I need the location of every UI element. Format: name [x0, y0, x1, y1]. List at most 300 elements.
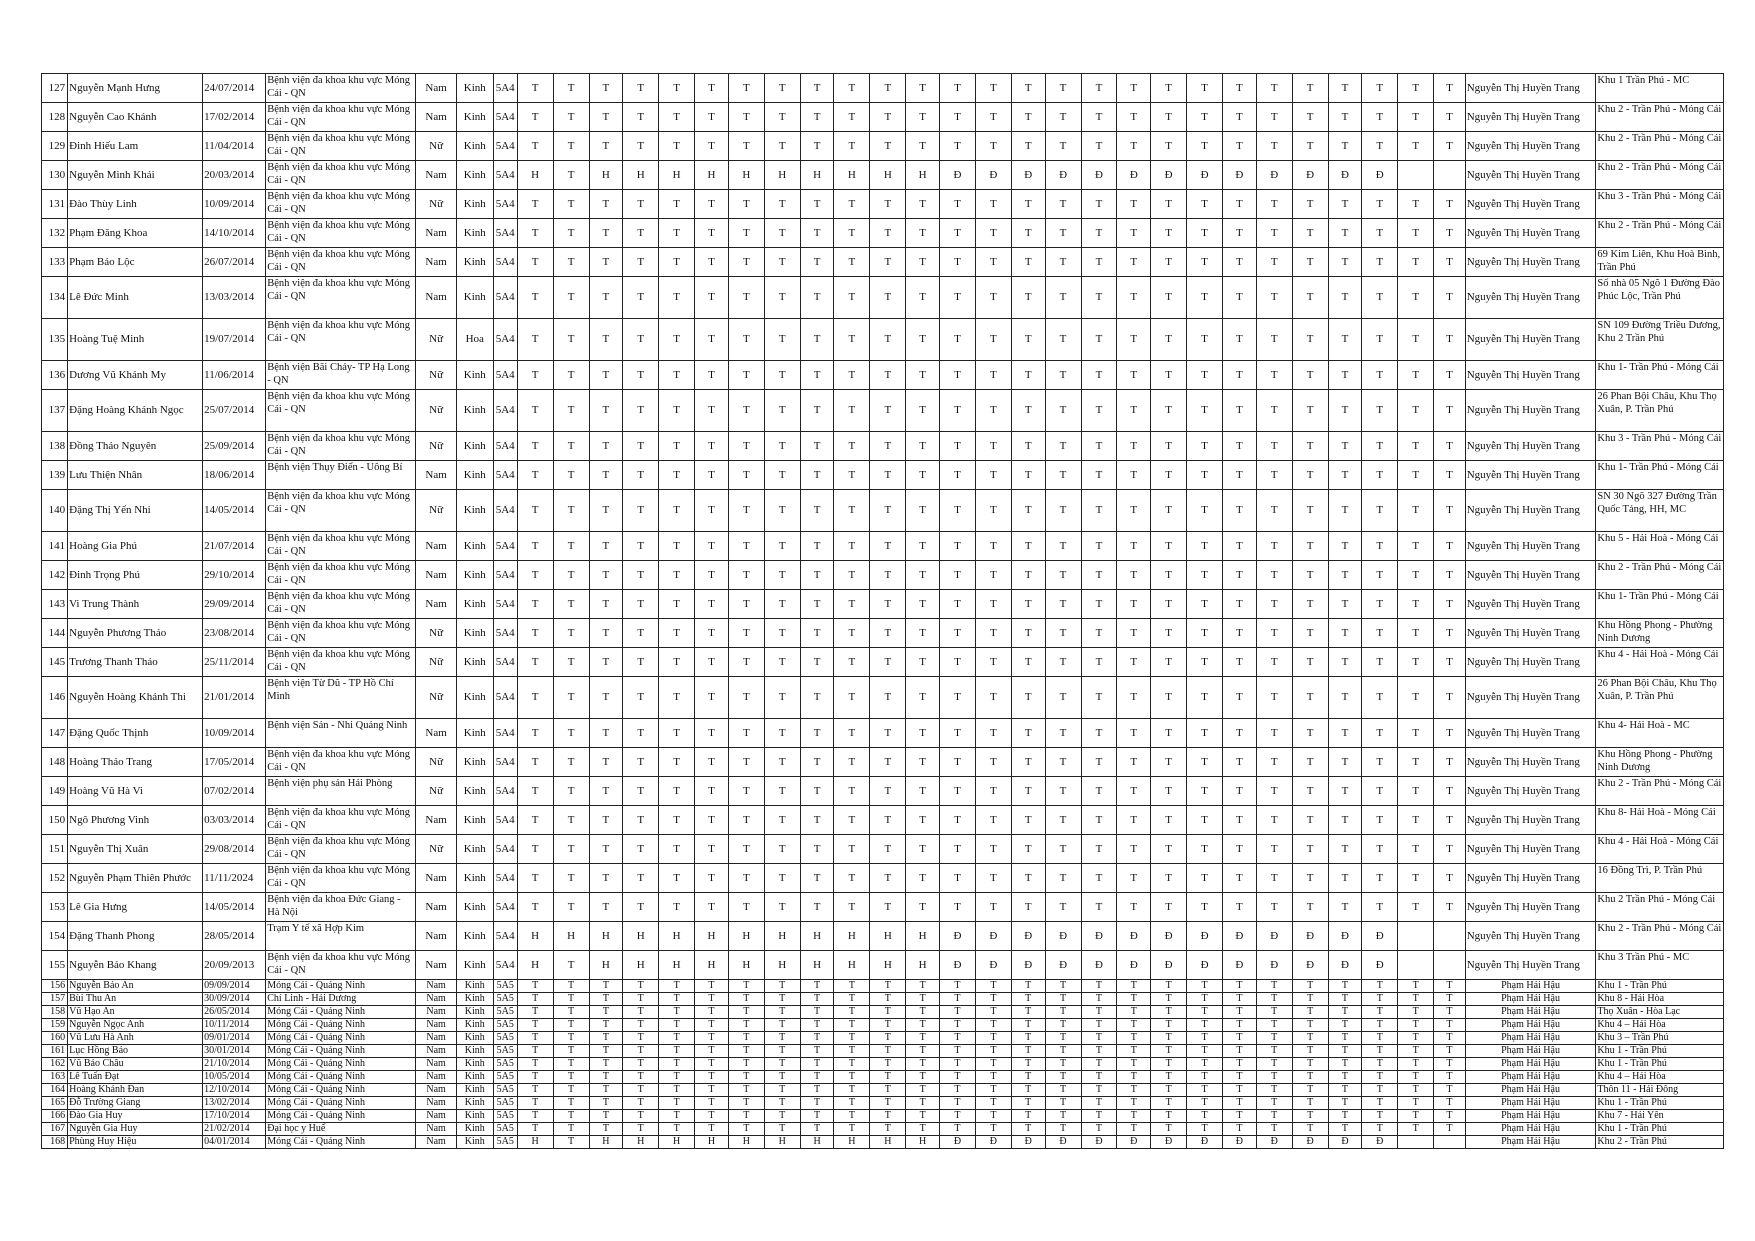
attendance-mark: T — [623, 806, 659, 835]
attendance-mark: T — [1117, 1097, 1151, 1110]
attendance-mark: T — [834, 361, 870, 390]
student-number: 142 — [42, 561, 68, 590]
attendance-mark: T — [1187, 619, 1223, 648]
ethnicity: Kinh — [456, 1110, 493, 1123]
class-name: 5A5 — [493, 1045, 517, 1058]
attendance-mark: T — [659, 980, 695, 993]
attendance-mark: H — [623, 922, 659, 951]
attendance-mark: T — [1045, 432, 1081, 461]
attendance-mark: H — [623, 951, 659, 980]
attendance-mark: T — [870, 277, 906, 319]
attendance-mark: Đ — [1081, 161, 1117, 190]
attendance-mark: T — [728, 361, 764, 390]
attendance-mark: T — [906, 719, 940, 748]
attendance-mark: T — [1256, 748, 1292, 777]
table-row — [42, 74, 1724, 103]
student-name: Bùi Thu An — [68, 993, 203, 1006]
class-name: 5A5 — [493, 1058, 517, 1071]
birth-date: 20/03/2014 — [203, 161, 266, 190]
attendance-mark: T — [1328, 190, 1362, 219]
birth-date: 11/06/2014 — [203, 361, 266, 390]
attendance-mark: T — [800, 806, 834, 835]
attendance-mark: T — [764, 103, 800, 132]
attendance-mark: T — [1223, 277, 1257, 319]
attendance-mark: T — [1045, 648, 1081, 677]
attendance-mark: T — [1434, 719, 1466, 748]
attendance-mark: T — [1081, 219, 1117, 248]
attendance-mark: T — [1151, 319, 1187, 361]
home-address: Khu 2 - Trần Phú - Móng Cái — [1596, 161, 1724, 190]
attendance-mark: T — [940, 806, 976, 835]
attendance-mark: T — [1256, 619, 1292, 648]
gender: Nam — [416, 1097, 456, 1110]
attendance-mark: T — [1398, 361, 1434, 390]
attendance-mark: T — [1398, 719, 1434, 748]
birth-date: 17/02/2014 — [203, 103, 266, 132]
attendance-mark: T — [1398, 993, 1434, 1006]
attendance-mark: T — [589, 1097, 623, 1110]
attendance-mark: T — [870, 361, 906, 390]
attendance-mark: T — [728, 1084, 764, 1097]
attendance-mark: T — [1081, 561, 1117, 590]
attendance-mark: T — [870, 777, 906, 806]
attendance-mark: T — [553, 1032, 589, 1045]
ethnicity: Kinh — [456, 777, 493, 806]
attendance-mark: T — [1434, 490, 1466, 532]
attendance-mark: T — [553, 103, 589, 132]
attendance-mark: T — [870, 561, 906, 590]
attendance-mark: T — [940, 1019, 976, 1032]
student-number: 143 — [42, 590, 68, 619]
attendance-mark: T — [1398, 1110, 1434, 1123]
attendance-mark: T — [553, 532, 589, 561]
attendance-mark: T — [1117, 1084, 1151, 1097]
attendance-mark: T — [800, 319, 834, 361]
attendance-mark: T — [659, 248, 695, 277]
attendance-mark: T — [659, 103, 695, 132]
homeroom-teacher: Nguyễn Thị Huyền Trang — [1465, 103, 1596, 132]
attendance-mark: T — [800, 1123, 834, 1136]
attendance-mark: T — [728, 590, 764, 619]
table-row — [42, 161, 1724, 190]
home-address: Thôn 11 - Hải Đông — [1596, 1084, 1724, 1097]
attendance-mark: T — [940, 1071, 976, 1084]
attendance-mark: T — [659, 461, 695, 490]
attendance-mark: T — [834, 1019, 870, 1032]
attendance-mark: T — [1434, 1058, 1466, 1071]
class-name: 5A4 — [493, 748, 517, 777]
attendance-mark: T — [1151, 864, 1187, 893]
birth-date: 26/05/2014 — [203, 1006, 266, 1019]
attendance-mark: T — [1292, 490, 1328, 532]
class-name: 5A4 — [493, 806, 517, 835]
student-number: 164 — [42, 1084, 68, 1097]
attendance-mark: T — [1328, 390, 1362, 432]
attendance-mark: T — [1187, 677, 1223, 719]
attendance-mark: T — [1187, 190, 1223, 219]
attendance-mark: T — [1187, 719, 1223, 748]
attendance-mark: T — [1187, 561, 1223, 590]
attendance-mark: T — [940, 319, 976, 361]
attendance-mark: T — [940, 993, 976, 1006]
attendance-mark: T — [1434, 806, 1466, 835]
student-number: 153 — [42, 893, 68, 922]
attendance-mark: T — [800, 390, 834, 432]
attendance-mark: T — [1434, 1097, 1466, 1110]
attendance-mark: T — [975, 590, 1011, 619]
birth-place: Bệnh viện đa khoa khu vực Móng Cái - QN — [266, 103, 416, 132]
class-name: 5A4 — [493, 864, 517, 893]
attendance-mark: T — [1081, 532, 1117, 561]
attendance-mark: Đ — [1292, 161, 1328, 190]
attendance-mark: T — [975, 1045, 1011, 1058]
attendance-mark: Đ — [1223, 1136, 1257, 1149]
attendance-mark: Đ — [1081, 922, 1117, 951]
attendance-mark: T — [834, 590, 870, 619]
attendance-mark: T — [1117, 980, 1151, 993]
attendance-mark: T — [1011, 103, 1045, 132]
student-name: Nguyễn Gia Huy — [68, 1123, 203, 1136]
homeroom-teacher: Nguyễn Thị Huyền Trang — [1465, 74, 1596, 103]
attendance-mark: T — [1117, 103, 1151, 132]
attendance-mark: T — [589, 1110, 623, 1123]
attendance-mark: T — [975, 319, 1011, 361]
attendance-mark: T — [695, 319, 729, 361]
attendance-mark: T — [1045, 893, 1081, 922]
home-address: Khu 2 - Trần Phú - Móng Cái — [1596, 777, 1724, 806]
student-number: 139 — [42, 461, 68, 490]
attendance-mark: T — [975, 777, 1011, 806]
ethnicity: Kinh — [456, 719, 493, 748]
attendance-mark: T — [659, 806, 695, 835]
gender: Nam — [416, 248, 456, 277]
attendance-mark: T — [1256, 390, 1292, 432]
homeroom-teacher: Nguyễn Thị Huyền Trang — [1465, 319, 1596, 361]
birth-place: Móng Cái - Quảng Ninh — [266, 1019, 416, 1032]
attendance-mark: T — [1117, 561, 1151, 590]
attendance-mark: T — [623, 277, 659, 319]
gender: Nam — [416, 893, 456, 922]
attendance-mark: T — [764, 719, 800, 748]
attendance-mark: T — [940, 561, 976, 590]
attendance-mark: T — [589, 490, 623, 532]
attendance-mark: T — [589, 806, 623, 835]
attendance-mark: T — [1045, 190, 1081, 219]
attendance-mark: T — [906, 806, 940, 835]
attendance-mark: T — [800, 980, 834, 993]
birth-date: 25/11/2014 — [203, 648, 266, 677]
attendance-mark: T — [623, 1058, 659, 1071]
attendance-mark: T — [517, 1097, 553, 1110]
attendance-mark: T — [517, 864, 553, 893]
attendance-mark — [1434, 951, 1466, 980]
table-row — [42, 922, 1724, 951]
gender: Nữ — [416, 361, 456, 390]
home-address: Khu 2 - Trần Phú - Móng Cái — [1596, 103, 1724, 132]
attendance-mark: T — [1223, 532, 1257, 561]
attendance-mark: T — [1081, 1097, 1117, 1110]
attendance-mark: Đ — [1151, 161, 1187, 190]
attendance-mark: T — [1328, 74, 1362, 103]
attendance-mark: T — [975, 835, 1011, 864]
attendance-mark: T — [1292, 1071, 1328, 1084]
home-address: 69 Kim Liên, Khu Hoà Bình, Trần Phú — [1596, 248, 1724, 277]
attendance-mark: T — [589, 319, 623, 361]
attendance-mark: T — [659, 532, 695, 561]
attendance-mark: T — [1223, 1110, 1257, 1123]
gender: Nam — [416, 951, 456, 980]
ethnicity: Kinh — [456, 132, 493, 161]
attendance-mark: T — [728, 980, 764, 993]
gender: Nam — [416, 719, 456, 748]
attendance-mark: T — [728, 893, 764, 922]
attendance-mark: T — [589, 893, 623, 922]
attendance-mark: T — [553, 719, 589, 748]
attendance-mark: T — [589, 277, 623, 319]
table-row — [42, 248, 1724, 277]
attendance-mark: T — [659, 1032, 695, 1045]
birth-date: 21/01/2014 — [203, 677, 266, 719]
attendance-mark: T — [1362, 1123, 1398, 1136]
attendance-mark: T — [659, 1045, 695, 1058]
home-address: Khu 4 – Hải Hòa — [1596, 1019, 1724, 1032]
attendance-mark: Đ — [1187, 951, 1223, 980]
attendance-mark: T — [1223, 561, 1257, 590]
attendance-mark: T — [1045, 748, 1081, 777]
ethnicity: Kinh — [456, 490, 493, 532]
home-address: Số nhà 05 Ngõ 1 Đường Đào Phúc Lộc, Trần Phú — [1596, 277, 1724, 319]
attendance-mark: T — [659, 835, 695, 864]
attendance-mark: T — [870, 532, 906, 561]
attendance-mark: T — [1328, 1032, 1362, 1045]
attendance-mark: T — [553, 648, 589, 677]
attendance-mark: T — [800, 864, 834, 893]
attendance-mark: T — [800, 1097, 834, 1110]
attendance-mark: T — [1151, 980, 1187, 993]
attendance-mark: T — [1398, 1032, 1434, 1045]
student-number: 167 — [42, 1123, 68, 1136]
attendance-mark: T — [1081, 390, 1117, 432]
attendance-mark: T — [834, 1071, 870, 1084]
attendance-mark: T — [1362, 1110, 1398, 1123]
attendance-mark: T — [1011, 748, 1045, 777]
attendance-mark: T — [695, 1006, 729, 1019]
attendance-mark: T — [1362, 248, 1398, 277]
student-number: 155 — [42, 951, 68, 980]
attendance-mark: T — [659, 1110, 695, 1123]
gender: Nam — [416, 1071, 456, 1084]
attendance-mark: T — [1398, 319, 1434, 361]
attendance-mark: T — [1434, 74, 1466, 103]
attendance-mark — [1398, 161, 1434, 190]
attendance-mark: T — [1434, 748, 1466, 777]
homeroom-teacher: Nguyễn Thị Huyền Trang — [1465, 951, 1596, 980]
attendance-mark: T — [1328, 219, 1362, 248]
gender: Nam — [416, 103, 456, 132]
ethnicity: Kinh — [456, 677, 493, 719]
attendance-mark: T — [1151, 248, 1187, 277]
attendance-mark: Đ — [1151, 951, 1187, 980]
class-name: 5A4 — [493, 390, 517, 432]
gender: Nam — [416, 922, 456, 951]
attendance-mark: T — [553, 432, 589, 461]
attendance-mark: T — [764, 1071, 800, 1084]
attendance-mark: T — [659, 1071, 695, 1084]
birth-place: Bệnh viện phụ sản Hải Phòng — [266, 777, 416, 806]
attendance-mark: T — [623, 490, 659, 532]
attendance-mark: T — [1328, 719, 1362, 748]
attendance-mark: T — [1187, 432, 1223, 461]
attendance-mark: T — [1398, 835, 1434, 864]
birth-date: 30/01/2014 — [203, 1045, 266, 1058]
attendance-mark: T — [728, 806, 764, 835]
attendance-mark: Đ — [1117, 922, 1151, 951]
attendance-mark: T — [1117, 319, 1151, 361]
attendance-mark: T — [1256, 648, 1292, 677]
attendance-mark: T — [728, 490, 764, 532]
ethnicity: Kinh — [456, 532, 493, 561]
attendance-mark: T — [1256, 532, 1292, 561]
attendance-mark: T — [906, 677, 940, 719]
attendance-mark: T — [728, 835, 764, 864]
attendance-mark: T — [1151, 132, 1187, 161]
attendance-mark: T — [1328, 748, 1362, 777]
attendance-mark: T — [1256, 132, 1292, 161]
attendance-mark: T — [906, 490, 940, 532]
student-name: Lục Hồng Bảo — [68, 1045, 203, 1058]
gender: Nam — [416, 806, 456, 835]
attendance-mark: T — [940, 103, 976, 132]
attendance-mark: T — [764, 993, 800, 1006]
class-name: 5A5 — [493, 1097, 517, 1110]
birth-place: Móng Cái - Quảng Ninh — [266, 1058, 416, 1071]
student-number: 160 — [42, 1032, 68, 1045]
gender: Nữ — [416, 432, 456, 461]
attendance-mark: T — [1328, 1071, 1362, 1084]
attendance-mark: T — [1081, 980, 1117, 993]
attendance-mark: T — [1398, 1084, 1434, 1097]
attendance-mark: H — [764, 161, 800, 190]
attendance-mark: T — [517, 1123, 553, 1136]
attendance-mark: T — [1151, 361, 1187, 390]
attendance-mark: T — [695, 561, 729, 590]
ethnicity: Kinh — [456, 1045, 493, 1058]
attendance-mark: T — [1256, 1032, 1292, 1045]
attendance-mark: T — [1292, 1110, 1328, 1123]
attendance-mark: T — [1045, 619, 1081, 648]
attendance-mark: T — [553, 864, 589, 893]
birth-place: Bệnh viện đa khoa khu vực Móng Cái - QN — [266, 277, 416, 319]
attendance-mark: T — [695, 1110, 729, 1123]
homeroom-teacher: Nguyễn Thị Huyền Trang — [1465, 719, 1596, 748]
attendance-mark: T — [834, 719, 870, 748]
attendance-mark: T — [800, 648, 834, 677]
home-address: Thọ Xuân - Hòa Lạc — [1596, 1006, 1724, 1019]
attendance-mark: T — [1328, 835, 1362, 864]
attendance-mark: Đ — [1117, 951, 1151, 980]
attendance-mark: T — [1151, 835, 1187, 864]
attendance-mark: Đ — [1362, 951, 1398, 980]
attendance-mark: T — [1011, 561, 1045, 590]
class-name: 5A4 — [493, 219, 517, 248]
gender: Nam — [416, 993, 456, 1006]
attendance-mark: T — [1081, 1032, 1117, 1045]
attendance-mark: T — [1256, 361, 1292, 390]
attendance-mark: T — [940, 677, 976, 719]
attendance-mark: Đ — [1223, 161, 1257, 190]
attendance-mark: T — [1117, 248, 1151, 277]
attendance-mark: T — [1223, 748, 1257, 777]
attendance-mark: T — [1117, 893, 1151, 922]
birth-place: Chí Linh - Hải Dương — [266, 993, 416, 1006]
attendance-mark: T — [975, 980, 1011, 993]
birth-date: 23/08/2014 — [203, 619, 266, 648]
attendance-mark: T — [764, 74, 800, 103]
attendance-mark: T — [553, 1045, 589, 1058]
attendance-mark: Đ — [940, 922, 976, 951]
attendance-mark: T — [1292, 748, 1328, 777]
gender: Nữ — [416, 390, 456, 432]
homeroom-teacher: Phạm Hải Hậu — [1465, 1136, 1596, 1149]
homeroom-teacher: Nguyễn Thị Huyền Trang — [1465, 777, 1596, 806]
attendance-mark: T — [1117, 361, 1151, 390]
attendance-mark: T — [1256, 490, 1292, 532]
birth-place: Bệnh viện đa khoa khu vực Móng Cái - QN — [266, 806, 416, 835]
attendance-mark: T — [1045, 1019, 1081, 1032]
attendance-mark: T — [1011, 1058, 1045, 1071]
attendance-mark: T — [589, 432, 623, 461]
attendance-mark: T — [517, 677, 553, 719]
student-number: 131 — [42, 190, 68, 219]
attendance-mark: T — [1223, 490, 1257, 532]
homeroom-teacher: Phạm Hải Hậu — [1465, 1032, 1596, 1045]
attendance-mark: T — [1292, 219, 1328, 248]
attendance-mark: T — [1398, 1123, 1434, 1136]
attendance-mark: T — [764, 1058, 800, 1071]
birth-date: 20/09/2013 — [203, 951, 266, 980]
attendance-mark: T — [764, 561, 800, 590]
attendance-mark: T — [517, 993, 553, 1006]
attendance-mark: T — [940, 219, 976, 248]
ethnicity: Kinh — [456, 561, 493, 590]
attendance-mark: T — [834, 1058, 870, 1071]
attendance-mark: T — [1292, 835, 1328, 864]
birth-place: Bệnh viện đa khoa khu vực Móng Cái - QN — [266, 132, 416, 161]
attendance-mark: T — [695, 461, 729, 490]
attendance-mark: T — [589, 777, 623, 806]
table-row — [42, 835, 1724, 864]
attendance-mark: T — [1398, 432, 1434, 461]
gender: Nam — [416, 590, 456, 619]
attendance-mark: T — [1151, 1006, 1187, 1019]
attendance-mark: T — [1081, 461, 1117, 490]
homeroom-teacher: Nguyễn Thị Huyền Trang — [1465, 190, 1596, 219]
attendance-mark: T — [1081, 432, 1117, 461]
attendance-mark: T — [728, 993, 764, 1006]
birth-place: Móng Cái - Quảng Ninh — [266, 1032, 416, 1045]
attendance-mark: T — [1434, 590, 1466, 619]
attendance-mark: T — [659, 748, 695, 777]
attendance-mark: T — [906, 532, 940, 561]
attendance-mark: Đ — [1045, 951, 1081, 980]
attendance-mark: Đ — [1187, 161, 1223, 190]
student-name: Lê Tuấn Đạt — [68, 1071, 203, 1084]
table-row — [42, 1123, 1724, 1136]
attendance-mark: T — [695, 1019, 729, 1032]
attendance-mark: T — [906, 835, 940, 864]
attendance-mark: H — [517, 922, 553, 951]
attendance-mark: T — [1223, 1058, 1257, 1071]
